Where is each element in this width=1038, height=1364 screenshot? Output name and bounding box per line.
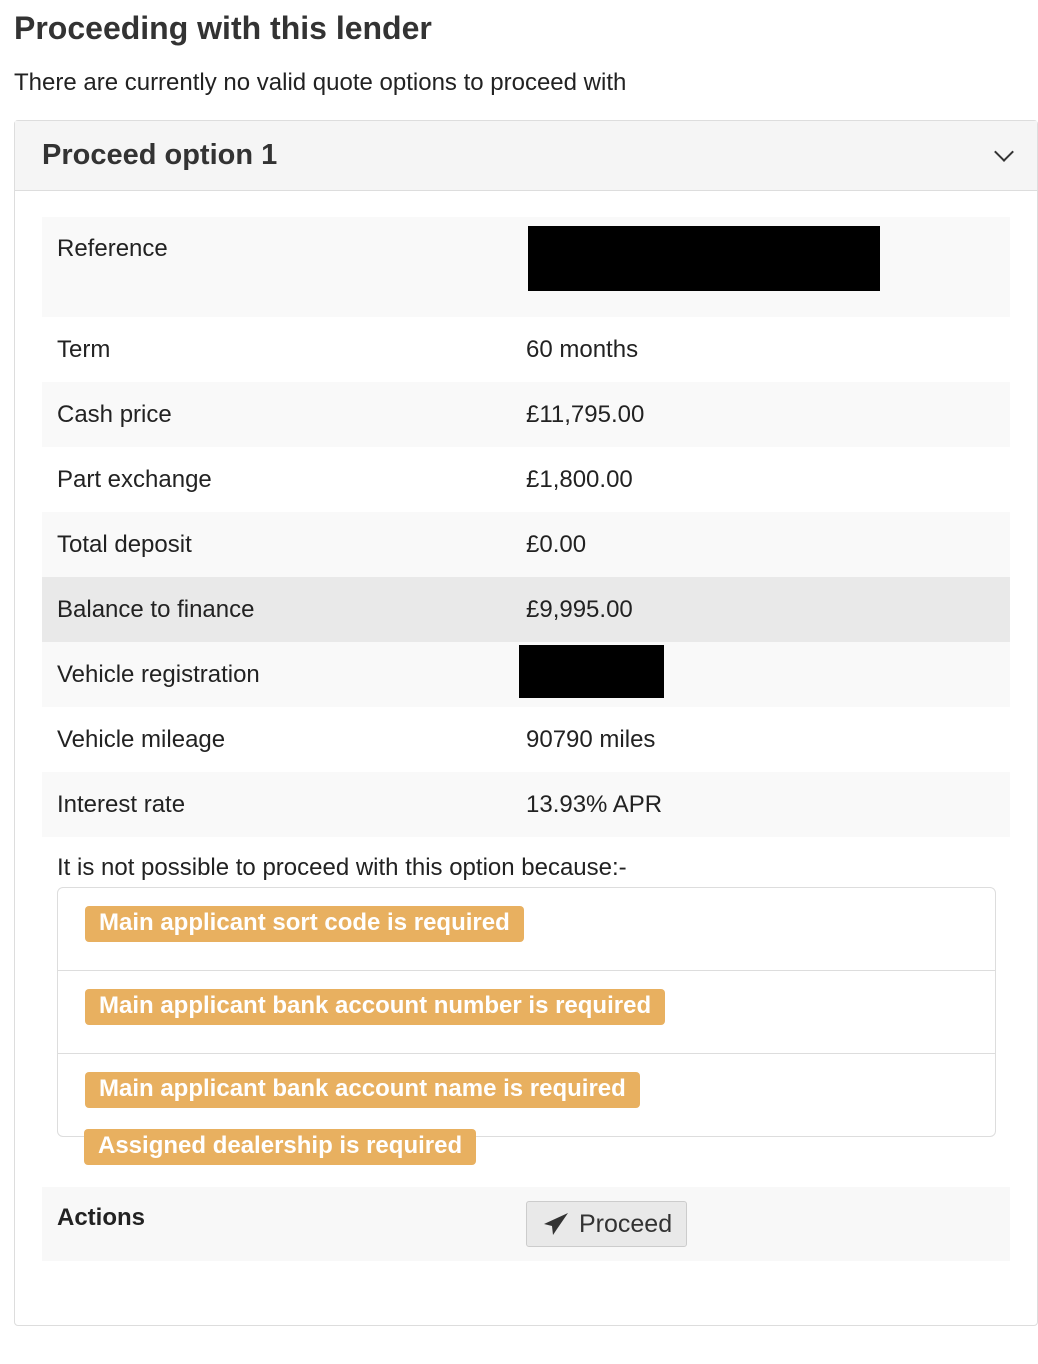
table-row — [42, 772, 1010, 837]
proceed-option-card — [14, 120, 1038, 1326]
proceed-button[interactable] — [526, 1201, 687, 1247]
row-label: Total deposit — [57, 530, 192, 558]
list-item — [58, 888, 995, 971]
error-badge: Main applicant bank account number is required — [85, 989, 665, 1025]
status-message: There are currently no valid quote options to proceed with — [14, 69, 627, 96]
redacted-reference — [528, 226, 880, 291]
actions-label: Actions — [57, 1204, 146, 1231]
table-row — [42, 707, 1010, 772]
error-badge: Main applicant bank account name is required — [85, 1072, 640, 1108]
proceed-label: Proceed — [579, 1209, 673, 1238]
row-value: £9,995.00 — [526, 595, 633, 623]
list-item — [58, 1054, 995, 1137]
redacted-registration — [519, 645, 664, 698]
table-row — [42, 577, 1010, 642]
row-value: 60 months — [526, 335, 639, 363]
row-label: Cash price — [57, 400, 172, 428]
row-label: Vehicle registration — [57, 660, 260, 688]
table-row — [42, 317, 1010, 382]
row-label: Balance to finance — [57, 595, 255, 623]
row-label: Reference — [57, 235, 168, 262]
list-item — [58, 971, 995, 1054]
paper-plane-icon — [543, 1212, 569, 1236]
row-value: 13.93% APR — [526, 790, 663, 818]
page-title: Proceeding with this lender — [14, 10, 432, 46]
chevron-down-icon[interactable] — [994, 142, 1014, 162]
row-label: Interest rate — [57, 790, 186, 818]
error-badge: Main applicant sort code is required — [85, 906, 524, 942]
row-label: Part exchange — [57, 465, 212, 493]
row-value: 90790 miles — [526, 725, 656, 753]
row-label: Term — [57, 335, 111, 363]
row-label: Vehicle mileage — [57, 725, 226, 753]
table-row — [42, 512, 1010, 577]
row-value: £0.00 — [526, 530, 587, 558]
error-list — [57, 887, 996, 1137]
row-value: £11,795.00 — [526, 400, 645, 428]
actions-row — [42, 1187, 1010, 1261]
option-header[interactable] — [15, 121, 1037, 191]
option-title: Proceed option 1 — [42, 139, 278, 171]
table-row — [42, 382, 1010, 447]
table-row — [42, 447, 1010, 512]
quote-details-table — [42, 217, 1010, 837]
reason-text: It is not possible to proceed with this option because:- — [57, 854, 627, 881]
error-badge: Assigned dealership is required — [84, 1129, 476, 1165]
row-value: £1,800.00 — [526, 465, 633, 493]
